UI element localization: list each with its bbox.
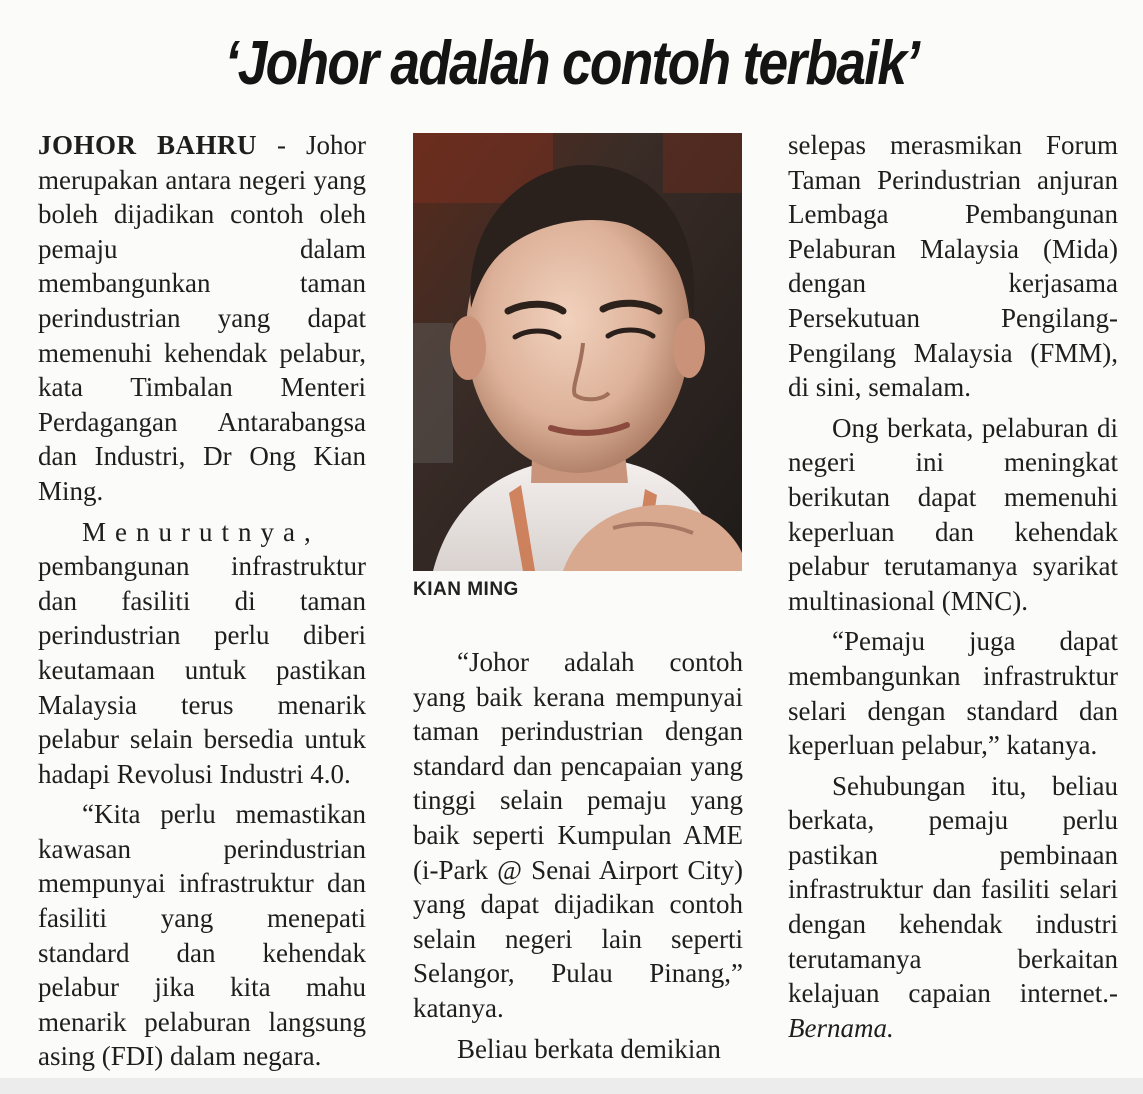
paragraph <box>38 128 366 509</box>
paragraph: “Johor adalah contoh yang baik kerana mempunyai taman perindustrian dengan standard dan pencapaian yang tinggi selain pemaju yang baik seperti Kumpulan AME (i-Park @ Senai Airport City) yang dapat dijadikan contoh selain negeri lain seperti Selangor, Pulau Pinang,” katanya. <box>413 647 743 1023</box>
portrait-image <box>413 133 742 571</box>
photo-caption: KIAN MING <box>413 579 519 600</box>
news-source: Bernama. <box>788 1012 894 1043</box>
article-column-1 <box>38 128 366 1074</box>
paragraph: “Pemaju juga dapat membangunkan infrastruktur selari dengan standard dan keperluan pelabur,” katanya. <box>788 626 1118 761</box>
paragraph <box>788 769 1118 1046</box>
paragraph-text: - Johor merupakan antara negeri yang boleh dijadikan contoh oleh pemaju dalam membangunkan taman perindustrian yang dapat memenuhi kehendak pelabur, kata Timbalan Menteri Perdagangan Antarabangsa dan Industri, Dr Ong Kian Ming. <box>38 130 366 506</box>
portrait-photo <box>413 133 742 571</box>
paragraph-lead-word: Menurutnya, <box>82 516 320 547</box>
headline: ‘Johor adalah contoh terbaik’ <box>224 29 919 98</box>
article-column-3 <box>788 128 1118 1045</box>
page-bottom-edge <box>0 1078 1143 1094</box>
paragraph: “Kita perlu memastikan kawasan perindustrian mempunyai infrastruktur dan fasiliti yang menepati standard dan kehendak pelabur jika kita mahu menarik pelaburan langsung asing (FDI) dalam negara. <box>38 799 366 1072</box>
paragraph: Ong berkata, pelaburan di negeri ini meningkat berikutan dapat memenuhi keperluan dan kehendak pelabur terutamanya syarikat multinasional (MNC). <box>788 412 1118 616</box>
paragraph: Beliau berkata demikian <box>457 1033 721 1064</box>
paragraph <box>38 515 366 792</box>
paragraph-text: Sehubungan itu, beliau berkata, pemaju perlu pastikan pembinaan infrastruktur dan fasiliti selari dengan kehendak industri terutamanya berkaitan kelajuan capaian internet.- <box>788 770 1118 1009</box>
paragraph-text: pembangunan infrastruktur dan fasiliti di taman perindustrian perlu diberi keutamaan untuk pastikan Malaysia terus menarik pelabur selain bersedia untuk hadapi Revolusi Industri 4.0. <box>38 551 366 789</box>
paragraph: selepas merasmikan Forum Taman Perindustrian anjuran Lembaga Pembangunan Pelaburan Malaysia (Mida) dengan kerjasama Persekutuan Pengilang-Pengilang Malaysia (FMM), di sini, semalam. <box>788 130 1118 403</box>
article-column-2 <box>413 645 743 1066</box>
dateline: JOHOR BAHRU <box>38 130 258 160</box>
